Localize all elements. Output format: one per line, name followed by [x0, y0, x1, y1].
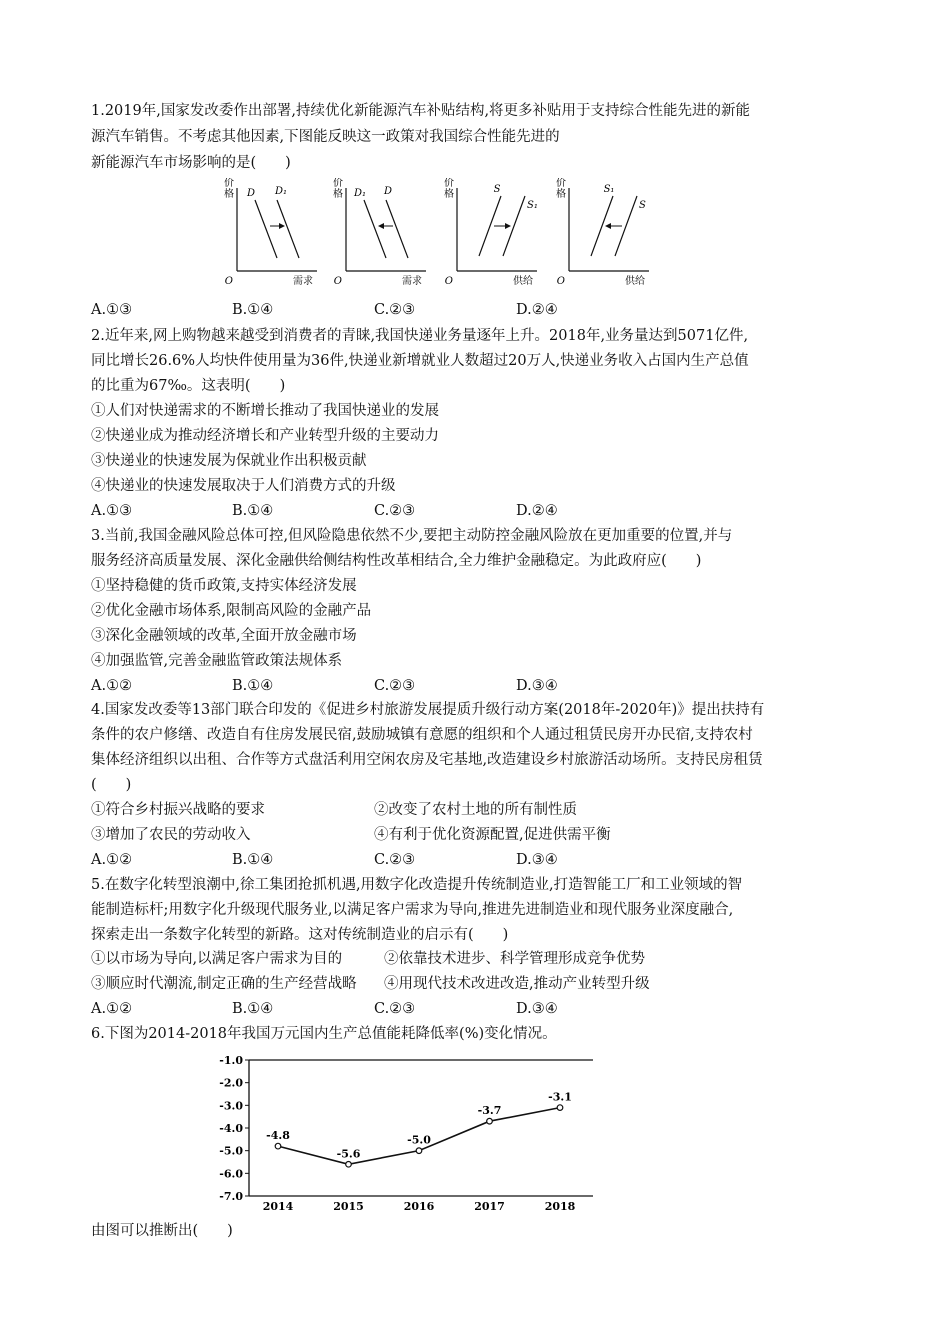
q1-option-b: B.①④ — [232, 302, 274, 318]
q4-option-b: B.①④ — [232, 852, 274, 868]
y-axis-label — [444, 178, 454, 200]
x-tick-label: 2017 — [474, 1200, 505, 1213]
q3-line1: 3.当前,我国金融风险总体可控,但风险隐患依然不少,要把主动防控金融风险放在更加重要的位置,并与 — [91, 528, 733, 544]
q6-line-chart — [0, 1048, 950, 1218]
q5-item-1: ①以市场为导向,以满足客户需求为目的 — [91, 951, 343, 967]
x-axis-label: 供给 — [625, 276, 645, 287]
q4-option-d: D.③④ — [516, 852, 558, 868]
q6-line1: 6.下图为2014-2018年我国万元国内生产总值能耗降低率(%)变化情况。 — [91, 1026, 557, 1042]
q3-option-d: D.③④ — [516, 678, 558, 694]
x-axis-label: 需求 — [402, 276, 422, 287]
curve-1 — [255, 200, 277, 258]
curve-1-label: D — [246, 188, 256, 199]
q2-item-2: ②快递业成为推动经济增长和产业转型升级的主要动力 — [91, 428, 439, 444]
origin-label: O — [333, 276, 342, 287]
curve-1-label: S₁ — [603, 184, 615, 195]
y-axis-label-part2: 格 — [556, 189, 566, 200]
y-tick-label: -2.0 — [219, 1076, 243, 1090]
curve-1-label: D₁ — [353, 188, 367, 199]
y-tick-label: -4.0 — [219, 1122, 243, 1135]
data-point — [557, 1105, 563, 1111]
x-tick-label: 2016 — [403, 1200, 435, 1213]
q4-line2: 条件的农户修缮、改造自有住房发展民宿,鼓励城镇有意愿的组织和个人通过租赁民房开办民宿,支持农村 — [91, 727, 753, 743]
curve-2-label: D₁ — [275, 186, 288, 197]
data-label: -5.0 — [407, 1133, 431, 1147]
data-point — [346, 1161, 352, 1167]
y-tick-label: -1.0 — [219, 1054, 243, 1067]
curve-2-label: S — [639, 200, 646, 211]
q5-item-3: ③顺应时代潮流,制定正确的生产经营战略 — [91, 976, 357, 992]
q5-line1: 5.在数字化转型浪潮中,徐工集团抢抓机遇,用数字化改造提升传统制造业,打造智能工厂和工业领域的智 — [91, 877, 743, 893]
x-axis-label: 供给 — [513, 276, 533, 287]
q2-line1: 2.近年来,网上购物越来越受到消费者的青睐,我国快递业务量逐年上升。2018年,业务量达到5071亿件, — [91, 328, 749, 344]
q2-option-b: B.①④ — [232, 503, 274, 519]
q4-line4: ( ) — [91, 777, 132, 793]
x-tick-label: 2014 — [262, 1200, 294, 1213]
q3-item-3: ③深化金融领域的改革,全面开放金融市场 — [91, 628, 357, 644]
q1-option-c: C.②③ — [374, 302, 416, 318]
q4-line1: 4.国家发改委等13部门联合印发的《促进乡村旅游发展提质升级行动方案(2018年-2020年)》提出扶持有 — [91, 702, 765, 718]
data-label: -4.8 — [266, 1129, 290, 1143]
data-point — [416, 1148, 422, 1154]
origin-label: O — [556, 276, 565, 287]
q5-option-a: A.①② — [91, 1001, 133, 1017]
q1-graph-2 — [333, 178, 426, 287]
data-label: -5.6 — [336, 1147, 361, 1161]
q3-item-2: ②优化金融市场体系,限制高风险的金融产品 — [91, 603, 372, 619]
data-label: -3.7 — [477, 1104, 502, 1118]
data-point — [487, 1118, 493, 1124]
q5-option-d: D.③④ — [516, 1001, 558, 1017]
y-axis-label-part1: 价 — [444, 178, 454, 189]
y-axis-label-part2: 格 — [333, 189, 343, 200]
q2-line3: 的比重为67‰。这表明( ) — [91, 378, 286, 394]
curve-2 — [386, 200, 408, 258]
q3-item-1: ①坚持稳健的货币政策,支持实体经济发展 — [91, 578, 357, 594]
y-axis-label — [224, 178, 234, 200]
q4-item-2: ②改变了农村土地的所有制性质 — [374, 802, 577, 818]
q5-line3: 探索走出一条数字化转型的新路。这对传统制造业的启示有( ) — [91, 927, 509, 943]
y-tick-label: -6.0 — [219, 1167, 243, 1181]
y-axis-label-part1: 价 — [224, 178, 234, 189]
y-tick-label: -3.0 — [219, 1099, 243, 1113]
q1-option-d: D.②④ — [516, 302, 558, 318]
y-tick-label: -5.0 — [219, 1144, 243, 1158]
q2-option-c: C.②③ — [374, 503, 416, 519]
q2-option-d: D.②④ — [516, 503, 558, 519]
q3-option-a: A.①② — [91, 678, 133, 694]
q2-option-a: A.①③ — [91, 503, 133, 519]
q1-line3: 新能源汽车市场影响的是( ) — [91, 155, 291, 171]
q5-option-b: B.①④ — [232, 1001, 274, 1017]
curve-2 — [277, 200, 299, 258]
q3-line2: 服务经济高质量发展、深化金融供给侧结构性改革相结合,全力维护金融稳定。为此政府应( ) — [91, 553, 702, 569]
q1-graph-1 — [224, 178, 317, 287]
q1-line2: 源汽车销售。不考虑其他因素,下图能反映这一政策对我国综合性能先进的 — [91, 129, 560, 145]
q2-item-1: ①人们对快递需求的不断增长推动了我国快递业的发展 — [91, 403, 439, 419]
y-tick-label: -7.0 — [219, 1190, 243, 1203]
origin-label: O — [444, 276, 453, 287]
x-tick-label: 2015 — [333, 1200, 364, 1213]
curve-2-label: S₁ — [527, 200, 538, 211]
x-tick-label: 2018 — [544, 1200, 576, 1213]
y-axis-label — [556, 178, 566, 200]
data-label: -3.1 — [548, 1090, 572, 1104]
y-axis-label — [333, 178, 343, 200]
q6-after-text: 由图可以推断出( ) — [91, 1223, 233, 1239]
q1-graph-3 — [444, 178, 538, 287]
curve-1 — [364, 200, 386, 258]
q4-option-a: A.①② — [91, 852, 133, 868]
y-axis-label-part1: 价 — [556, 178, 566, 189]
q1-option-a: A.①③ — [91, 302, 133, 318]
q3-option-b: B.①④ — [232, 678, 274, 694]
y-axis-label-part2: 格 — [224, 189, 234, 200]
q4-item-3: ③增加了农民的劳动收入 — [91, 827, 251, 843]
q2-item-3: ③快递业的快速发展为保就业作出积极贡献 — [91, 453, 367, 469]
q3-option-c: C.②③ — [374, 678, 416, 694]
q1-graph-4 — [556, 178, 649, 287]
q5-item-2: ②依靠技术进步、科学管理形成竞争优势 — [384, 951, 645, 967]
q2-line2: 同比增长26.6%人均快件使用量为36件,快递业新增就业人数超过20万人,快递业务收入占国内生产总值 — [91, 353, 749, 369]
curve-1-label: S — [493, 184, 501, 195]
y-axis-label-part2: 格 — [444, 189, 454, 200]
q5-line2: 能制造标杆;用数字化升级现代服务业,以满足客户需求为导向,推进先进制造业和现代服务业深度融合, — [91, 902, 734, 918]
q5-option-c: C.②③ — [374, 1001, 416, 1017]
y-axis-label-part1: 价 — [333, 178, 343, 189]
q4-option-c: C.②③ — [374, 852, 416, 868]
q2-item-4: ④快递业的快速发展取决于人们消费方式的升级 — [91, 478, 396, 494]
q3-item-4: ④加强监管,完善金融监管政策法规体系 — [91, 653, 343, 669]
curve-2-label: D — [384, 186, 393, 197]
origin-label: O — [224, 276, 233, 287]
q1-line1: 1.2019年,国家发改委作出部署,持续优化新能源汽车补贴结构,将更多补贴用于支持综合性能先进的新能 — [91, 103, 751, 119]
q1-graphs — [0, 178, 950, 298]
x-axis-label: 需求 — [293, 276, 313, 287]
q5-item-4: ④用现代技术改进改造,推动产业转型升级 — [384, 976, 650, 992]
data-point — [275, 1143, 281, 1149]
q4-item-1: ①符合乡村振兴战略的要求 — [91, 802, 265, 818]
q4-item-4: ④有利于优化资源配置,促进供需平衡 — [374, 827, 611, 843]
q4-line3: 集体经济组织以出租、合作等方式盘活利用空闲农房及宅基地,改造建设乡村旅游活动场所。支持民房租赁 — [91, 752, 763, 768]
